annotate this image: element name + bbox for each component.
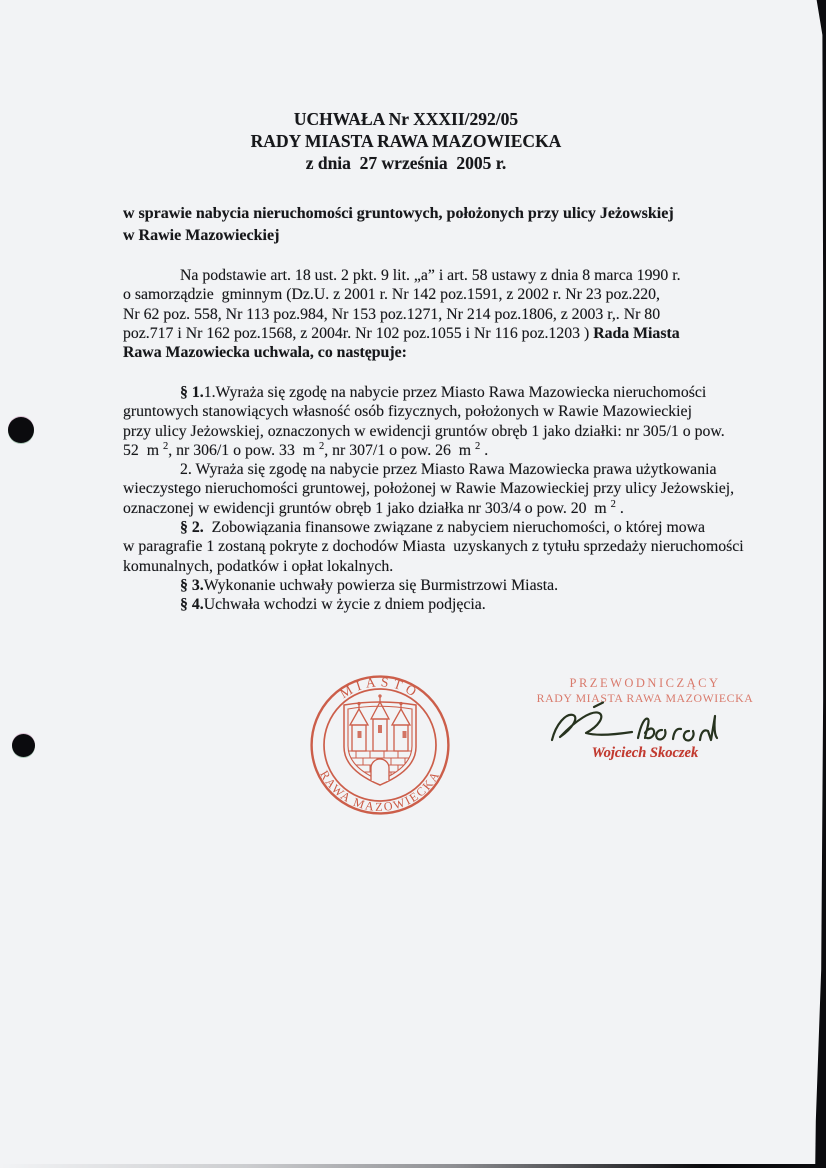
- text-line: oznaczonej w ewidencji gruntów obręb 1 jako działka nr 303/4 o pow. 20 m $^2$ .: [123, 498, 624, 517]
- text-line: o samorządzie gminnym (Dz.U. z 2001 r. Nr 142 poz.1591, z 2002 r. Nr 23 poz.220,: [123, 286, 660, 304]
- text-line: Nr 62 poz. 558, Nr 113 poz.984, Nr 153 poz.1271, Nr 214 poz.1806, z 2003 r,. Nr 80: [123, 305, 661, 323]
- scan-edge-artifact-bottom: [0, 1164, 826, 1168]
- text-line: UCHWAŁA Nr XXXII/292/05: [293, 109, 519, 129]
- text-line: Rawa Mazowiecka uchwala, co następuje:: [123, 344, 407, 362]
- stamp-bottom-text: RAWA MAZOWIECKA: [317, 767, 443, 814]
- text-line: w paragrafie 1 zostaną pokryte z dochodów Miasta uzyskanych z tytułu sprzedaży nieruchomości: [123, 538, 744, 556]
- text-line: § 3.Wykonanie uchwały powierza się Burmistrzowi Miasta.: [180, 576, 559, 594]
- text-line: wieczystego nieruchomości gruntowej, położonej w Rawie Mazowieckiej przy ulicy Jeżowskiej,: [123, 480, 735, 498]
- hole-punch-mark: [12, 734, 35, 757]
- text-line: przy ulicy Jeżowskiej, oznaczonych w ewidencji gruntów obręb 1 jako działki: nr 305/1 o pow.: [123, 422, 725, 440]
- signer-office-line2: RADY MIASTA RAWA MAZOWIECKA: [536, 691, 754, 705]
- coat-of-arms-icon: [344, 695, 416, 785]
- hole-punch-mark: [8, 417, 34, 443]
- resolution-body: [123, 383, 791, 615]
- text-line: w Rawie Mazowieckiej: [123, 226, 280, 244]
- city-seal-stamp: [308, 673, 452, 817]
- text-line: 52 m $^2$, nr 306/1 o pow. 33 m $^2$, nr 307/1 o pow. 26 m $^2$ .: [123, 440, 489, 459]
- scan-edge-artifact-right: [814, 0, 826, 1168]
- text-line: z dnia 27 września 2005 r.: [305, 153, 507, 173]
- text-line: gruntowych stanowiących własność osób fizycznych, położonych w Rawie Mazowieckiej: [123, 403, 692, 421]
- text-line: 2. Wyraża się zgodę na nabycie przez Miasto Rawa Mazowiecka prawa użytkowania: [180, 461, 717, 479]
- resolution-title: [123, 108, 689, 174]
- text-line: poz.717 i Nr 162 poz.1568, z 2004r. Nr 102 poz.1055 i Nr 116 poz.1203 ) Rada Miasta: [123, 324, 680, 342]
- signer-name: Wojciech Skoczek: [591, 745, 699, 761]
- text-line: komunalnych, podatków i opłat lokalnych.: [123, 557, 394, 575]
- legal-basis-paragraph: [123, 266, 791, 362]
- resolution-subject: [123, 203, 763, 246]
- text-line: Na podstawie art. 18 ust. 2 pkt. 9 lit. „a” i art. 58 ustawy z dnia 8 marca 1990 r.: [180, 267, 681, 284]
- text-line: § 1.1.Wyraża się zgodę na nabycie przez Miasto Rawa Mazowiecka nieruchomości: [180, 384, 707, 401]
- text-line: w sprawie nabycia nieruchomości gruntowych, położonych przy ulicy Jeżowskiej: [123, 205, 674, 222]
- signer-office-line1: PRZEWODNICZĄCY: [569, 676, 721, 690]
- stamp-top-text: MIASTO: [337, 674, 423, 702]
- text-line: § 2. Zobowiązania finansowe związane z nabyciem nieruchomości, o której mowa: [180, 519, 706, 537]
- text-line: § 4.Uchwała wchodzi w życie z dniem podjęcia.: [180, 596, 486, 614]
- text-line: RADY MIASTA RAWA MAZOWIECKA: [250, 131, 562, 151]
